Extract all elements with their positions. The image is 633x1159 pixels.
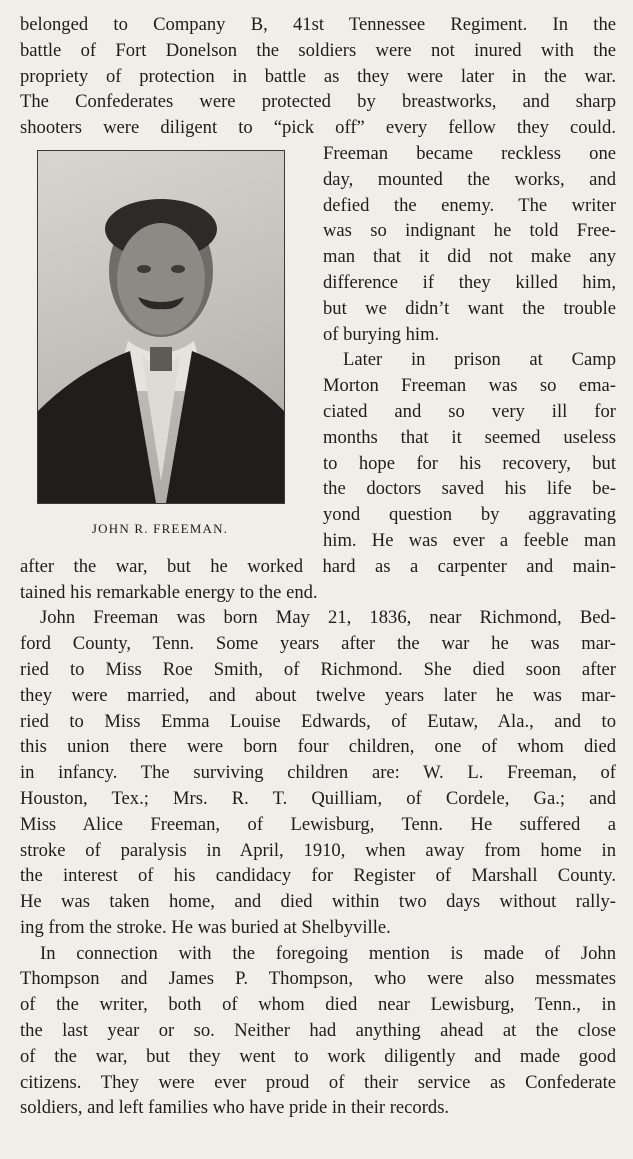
text-line: after the war, but he worked hard as a carpenter and main- xyxy=(20,555,616,577)
text-line: In connection with the foregoing mention is made of John xyxy=(40,942,616,964)
text-line: of the war, but they went to work diligently and made good xyxy=(20,1045,616,1067)
text-line: The Confederates were protected by breastworks, and sharp xyxy=(20,91,616,113)
text-line: ing from the stroke. He was buried at Shelbyville. xyxy=(20,916,391,938)
text-line: defied the enemy. The writer xyxy=(323,194,616,216)
text-line: Thompson and James P. Thompson, who were also messmates xyxy=(20,968,616,990)
portrait-figure xyxy=(37,150,301,542)
text-line: He was taken home, and died within two days without rally- xyxy=(20,891,616,913)
biography-paragraph xyxy=(20,605,616,940)
text-line: months that it seemed useless xyxy=(323,426,616,448)
text-line: ried to Miss Roe Smith, of Richmond. She died soon after xyxy=(20,658,616,680)
text-line: yond question by aggravating xyxy=(323,504,616,526)
connection-paragraph xyxy=(20,941,616,1122)
text-line: battle of Fort Donelson the soldiers were not inured with the xyxy=(20,39,616,61)
text-line: the doctors saved his life be- xyxy=(323,478,616,500)
text-line: man that it did not make any xyxy=(323,246,616,268)
text-line: ford County, Tenn. Some years after the war he was mar- xyxy=(20,633,616,655)
text-line: in infancy. The surviving children are: W. L. Freeman, of xyxy=(20,762,616,784)
text-line: ried to Miss Emma Louise Edwards, of Eutaw, Ala., and to xyxy=(20,710,616,732)
text-line: of burying him. xyxy=(323,323,440,345)
text-line: they were married, and about twelve years later he was mar- xyxy=(20,684,616,706)
text-line: was so indignant he told Free- xyxy=(323,220,616,242)
text-line: Miss Alice Freeman, of Lewisburg, Tenn. He suffered a xyxy=(20,813,616,835)
intro-paragraph xyxy=(20,12,616,141)
text-line: tained his remarkable energy to the end. xyxy=(20,581,318,603)
portrait-illustration xyxy=(38,151,284,503)
text-line: to hope for his recovery, but xyxy=(323,452,616,474)
text-line: citizens. They were ever proud of their service as Confederate xyxy=(20,1071,616,1093)
portrait-caption: JOHN R. FREEMAN. xyxy=(91,520,229,536)
text-line: ciated and so very ill for xyxy=(323,400,616,422)
text-line: the interest of his candidacy for Register of Marshall County. xyxy=(20,865,616,887)
text-line: Freeman became reckless one xyxy=(323,142,616,164)
text-line: propriety of protection in battle as they were later in the war. xyxy=(20,65,616,87)
text-line: Houston, Tex.; Mrs. R. T. Quilliam, of Cordele, Ga.; and xyxy=(20,787,616,809)
text-line: Morton Freeman was so ema- xyxy=(323,375,616,397)
text-line: belonged to Company B, 41st Tennessee Regiment. In the xyxy=(20,14,616,35)
portrait-photo xyxy=(37,150,285,504)
article-page xyxy=(20,12,616,1121)
text-line: stroke of paralysis in April, 1910, when away from home in xyxy=(20,839,616,861)
text-line: shooters were diligent to “pick off” every fellow they could. xyxy=(20,117,616,139)
text-line: John Freeman was born May 21, 1836, near Richmond, Bed- xyxy=(40,607,616,629)
text-line: Later in prison at Camp xyxy=(343,349,616,371)
text-line: but we didn’t want the trouble xyxy=(323,297,616,319)
text-line: the last year or so. Neither had anything ahead at the close xyxy=(20,1020,616,1042)
text-line: of the writer, both of whom died near Lewisburg, Tenn., in xyxy=(20,994,616,1016)
text-line: him. He was ever a feeble man xyxy=(323,529,616,551)
after-war-paragraph xyxy=(20,554,616,606)
text-line: difference if they killed him, xyxy=(323,271,616,293)
text-line: soldiers, and left families who have pride in their records. xyxy=(20,1097,450,1119)
text-line: day, mounted the works, and xyxy=(323,168,616,190)
text-line: this union there were born four children, one of whom died xyxy=(20,736,616,758)
